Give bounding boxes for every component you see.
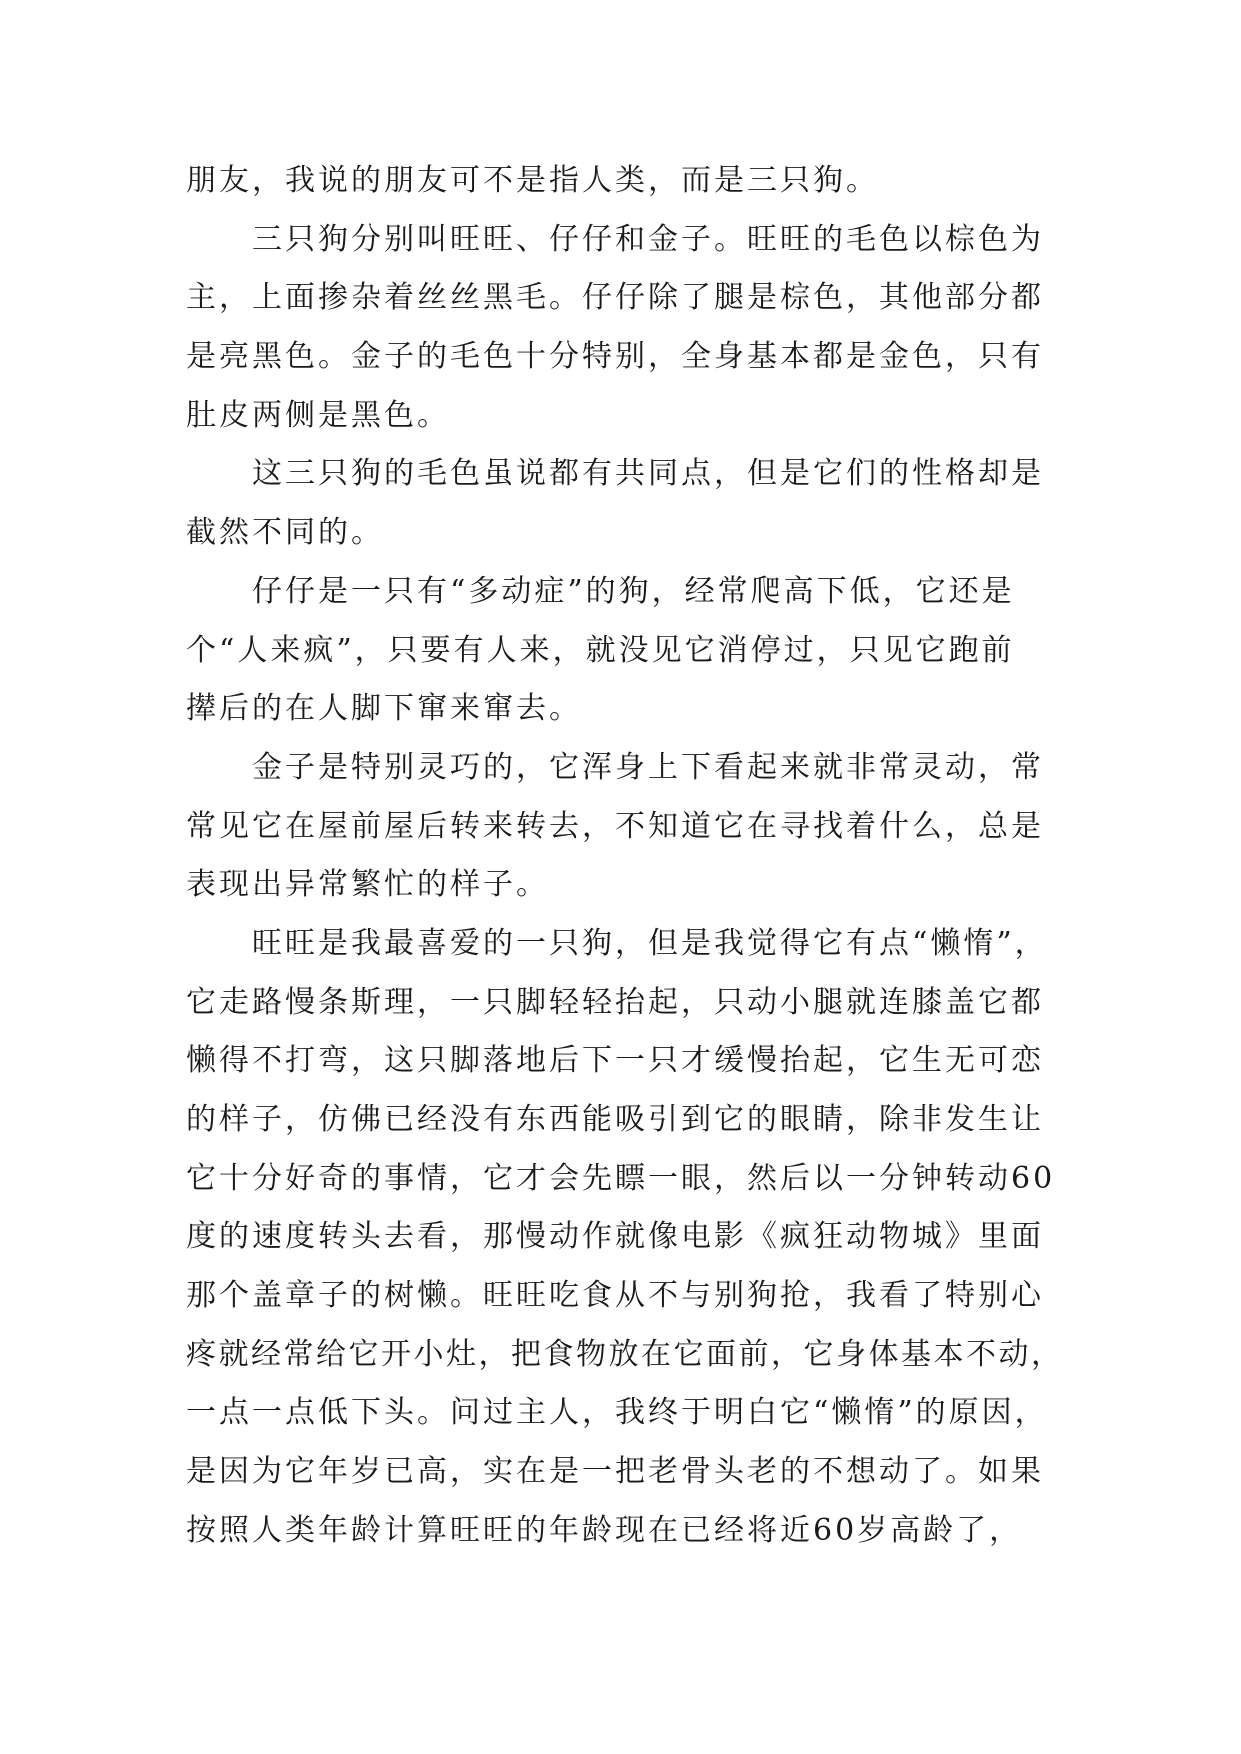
text-line: 疼就经常给它开小灶，把食物放在它面前，它身体基本不动， bbox=[186, 1336, 1064, 1372]
text-line: 的样子，仿佛已经没有东西能吸引到它的眼睛，除非发生让 bbox=[186, 1102, 1044, 1137]
body-text bbox=[186, 152, 1066, 1561]
text-line: 表现出异常繁忙的样子。 bbox=[186, 867, 549, 903]
text-line: 旺旺是我最喜爱的一只狗，但是我觉得它有点“懒惰”， bbox=[252, 925, 1048, 961]
text-line: 常见它在屋前屋后转来转去，不知道它在寻找着什么，总是 bbox=[186, 808, 1044, 844]
text-line: 朋友，我说的朋友可不是指人类，而是三只狗。 bbox=[186, 163, 879, 198]
text-line: 它十分好奇的事情，它才会先瞟一眼，然后以一分钟转动60 bbox=[186, 1160, 1056, 1196]
text-line: 金子是特别灵巧的，它浑身上下看起来就非常灵动，常 bbox=[252, 749, 1044, 785]
text-line: 仔仔是一只有“多动症”的狗，经常爬高下低，它还是 bbox=[252, 573, 1015, 609]
text-line: 度的速度转头去看，那慢动作就像电影《疯狂动物城》里面 bbox=[186, 1219, 1044, 1255]
text-line: 是因为它年岁已高，实在是一把老骨头老的不想动了。如果 bbox=[186, 1454, 1044, 1490]
text-line: 三只狗分别叫旺旺、仔仔和金子。旺旺的毛色以棕色为 bbox=[252, 221, 1044, 257]
text-line: 它走路慢条斯理，一只脚轻轻抬起，只动小腿就连膝盖它都 bbox=[186, 984, 1044, 1020]
text-line: 肚皮两侧是黑色。 bbox=[186, 397, 450, 433]
text-line: 个“人来疯”，只要有人来，就没见它消停过，只见它跑前 bbox=[186, 632, 1015, 668]
text-line: 懒得不打弯，这只脚落地后下一只才缓慢抬起，它生无可恋 bbox=[186, 1043, 1044, 1079]
text-line: 按照人类年龄计算旺旺的年龄现在已经将近60岁高龄了， bbox=[186, 1512, 1023, 1548]
text-line: 截然不同的。 bbox=[186, 515, 384, 551]
text-line: 那个盖章子的树懒。旺旺吃食从不与别狗抢，我看了特别心 bbox=[186, 1278, 1044, 1314]
text-line: 这三只狗的毛色虽说都有共同点，但是它们的性格却是 bbox=[252, 456, 1044, 492]
text-line: 一点一点低下头。问过主人，我终于明白它“懒惰”的原因， bbox=[186, 1395, 1048, 1431]
text-line: 撵后的在人脚下窜来窜去。 bbox=[186, 691, 582, 727]
text-line: 是亮黑色。金子的毛色十分特别，全身基本都是金色，只有 bbox=[186, 339, 1044, 375]
text-line: 主，上面掺杂着丝丝黑毛。仔仔除了腿是棕色，其他部分都 bbox=[186, 280, 1044, 316]
